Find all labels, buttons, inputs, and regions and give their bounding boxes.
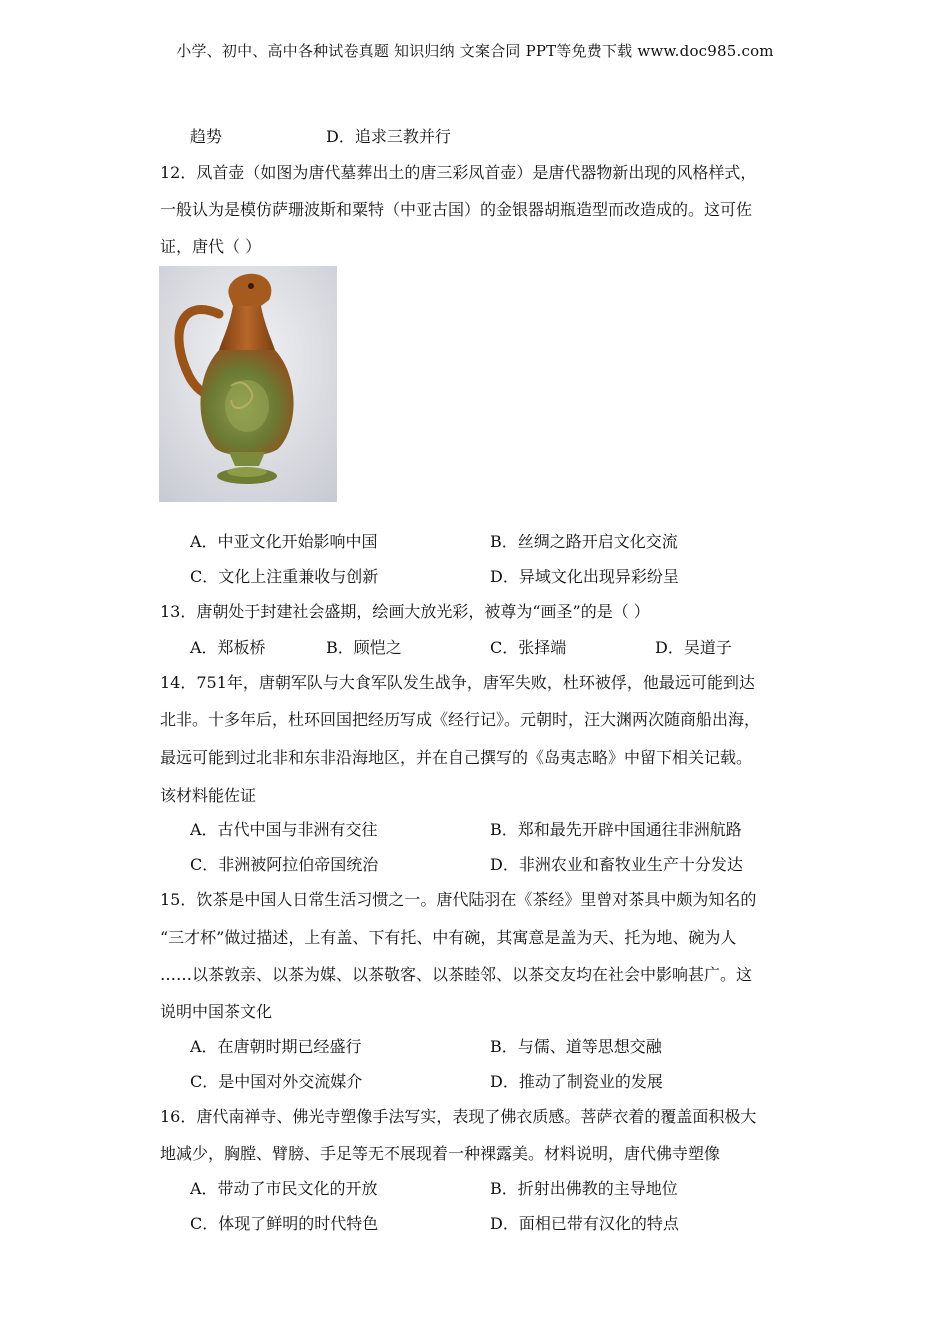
page-header: 小学、初中、高中各种试卷真题 知识归纳 文案合同 PPT等免费下载 www.doc985.com — [176, 42, 774, 60]
q15-option-a: A．在唐朝时期已经盛行 — [190, 1037, 362, 1056]
q15-stem-line-2: “三才杯”做过描述，上有盖、下有托、中有碗，其寓意是盖为天、托为地、碗为人 — [160, 928, 737, 947]
q11-option-a-tail: 趋势 — [190, 127, 223, 146]
q12-option-c: C．文化上注重兼收与创新 — [190, 567, 379, 586]
q14-stem-line-2: 北非。十多年后，杜环回国把经历写成《经行记》。元朝时，汪大渊两次随商船出海， — [160, 710, 761, 729]
q14-option-c: C．非洲被阿拉伯帝国统治 — [190, 855, 379, 874]
q16-stem-line-2: 地减少，胸膛、臂膀、手足等无不展现着一种裸露美。材料说明，唐代佛寺塑像 — [160, 1144, 721, 1163]
q12-option-a: A．中亚文化开始影响中国 — [190, 532, 378, 551]
q15-stem-line-4: 说明中国茶文化 — [160, 1002, 273, 1021]
q15-option-b: B．与儒、道等思想交融 — [490, 1037, 662, 1056]
q12-stem-line-2: 一般认为是模仿萨珊波斯和粟特（中亚古国）的金银器胡瓶造型而改造成的。这可佐 — [160, 200, 753, 219]
q15-stem-line-1: 15．饮茶是中国人日常生活习惯之一。唐代陆羽在《茶经》里曾对茶具中颇为知名的 — [160, 890, 757, 909]
q12-option-d: D．异域文化出现异彩纷呈 — [490, 567, 679, 586]
q15-option-d: D．推动了制瓷业的发展 — [490, 1072, 663, 1091]
q14-stem-line-3: 最远可能到过北非和东非沿海地区，并在自己撰写的《岛夷志略》中留下相关记载。 — [160, 748, 753, 767]
q14-option-a: A．古代中国与非洲有交往 — [190, 820, 378, 839]
q13-option-c: C．张择端 — [490, 638, 567, 657]
q13-option-b: B．顾恺之 — [326, 638, 402, 657]
q16-option-c: C．体现了鲜明的时代特色 — [190, 1214, 379, 1233]
q12-option-b: B．丝绸之路开启文化交流 — [490, 532, 678, 551]
q13-option-a: A．郑板桥 — [190, 638, 266, 657]
q14-option-d: D．非洲农业和畜牧业生产十分发达 — [490, 855, 743, 874]
q15-stem-line-3: ……以茶敦亲、以茶为媒、以茶敬客、以茶睦邻、以茶交友均在社会中影响甚广。这 — [160, 965, 753, 984]
q16-option-b: B．折射出佛教的主导地位 — [490, 1179, 678, 1198]
q14-stem-line-1: 14．751年，唐朝军队与大食军队发生战争，唐军失败，杜环被俘，他最远可能到达 — [160, 673, 755, 692]
q15-option-c: C．是中国对外交流媒介 — [190, 1072, 363, 1091]
q14-option-b: B．郑和最先开辟中国通往非洲航路 — [490, 820, 742, 839]
q16-option-a: A．带动了市民文化的开放 — [190, 1179, 378, 1198]
q12-stem-line-3: 证，唐代（ ） — [160, 237, 262, 256]
q16-option-d: D．面相已带有汉化的特点 — [490, 1214, 679, 1233]
q13-stem: 13．唐朝处于封建社会盛期，绘画大放光彩，被尊为“画圣”的是（ ） — [160, 602, 650, 621]
phoenix-head-ewer-image — [159, 266, 337, 502]
q16-stem-line-1: 16．唐代南禅寺、佛光寺塑像手法写实，表现了佛衣质感。菩萨衣着的覆盖面积极大 — [160, 1107, 757, 1126]
q12-stem-line-1: 12．凤首壶（如图为唐代墓葬出土的唐三彩凤首壶）是唐代器物新出现的风格样式， — [160, 163, 757, 182]
q14-stem-line-4: 该材料能佐证 — [160, 786, 257, 805]
q11-option-d: D．追求三教并行 — [326, 127, 451, 146]
q13-option-d: D．吴道子 — [655, 638, 732, 657]
